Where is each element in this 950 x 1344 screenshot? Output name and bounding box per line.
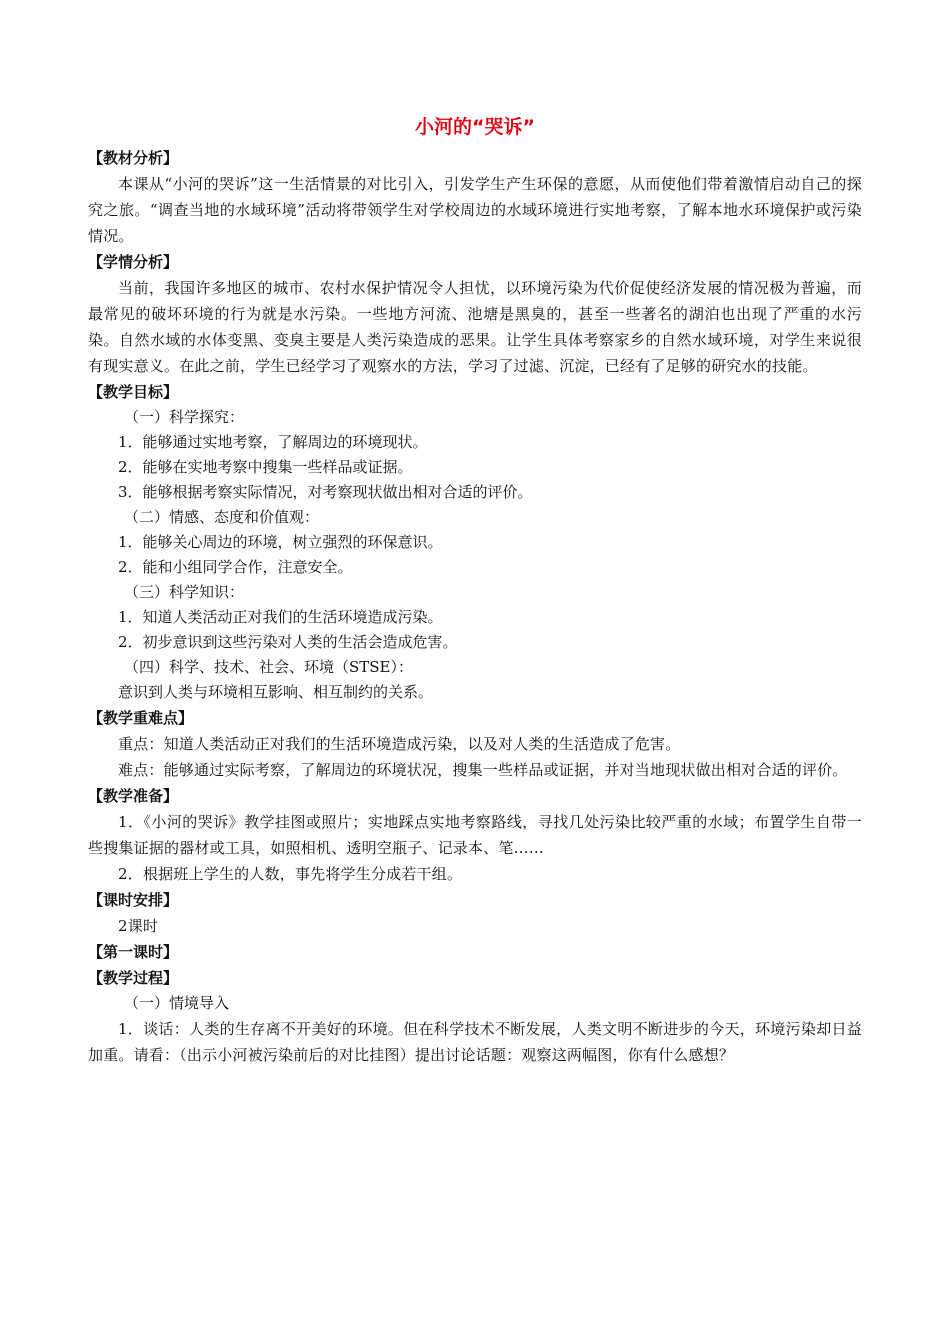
section-heading-lesson-one: 【第一课时】 (88, 943, 179, 961)
section-heading-process: 【教学过程】 (88, 969, 179, 987)
objective-item: 1．知道人类活动正对我们的生活环境造成污染。 (118, 608, 443, 626)
objective-item: 1．能够关心周边的环境，树立强烈的环保意识。 (118, 533, 443, 551)
material-analysis-text: 本课从“小河的哭诉”这一生活情景的对比引入，引发学生产生环保的意愿，从而使他们带着激情启动自己的探究之旅。“调查当地的水域环境”活动将带领学生对学校周边的水域环境进行实地考察，了解本地水环境保护或污染情况。 (88, 175, 862, 245)
student-analysis-text: 当前，我国许多地区的城市、农村水保护情况令人担忧，以环境污染为代价促使经济发展的情况极为普遍，而最常见的破坏环境的行为就是水污染。一些地方河流、池塘是黑臭的，甚至一些著名的湖泊也出现了严重的水污染。自然水域的水体变黑、变臭主要是人类污染造成的恶果。让学生具体考察家乡的自然水域环境，对学生来说很有现实意义。在此之前，学生已经学习了观察水的方法，学习了过滤、沉淀，已经有了足够的研究水的技能。 (88, 279, 862, 375)
objective-item: 3．能够根据考察实际情况，对考察现状做出相对合适的评价。 (118, 483, 533, 501)
section-heading-material-analysis: 【教材分析】 (88, 149, 179, 167)
section-heading-schedule: 【课时安排】 (88, 891, 179, 909)
section-heading-preparation: 【教学准备】 (88, 787, 179, 805)
section-heading-objectives: 【教学目标】 (88, 383, 179, 401)
objective-item: 1．能够通过实地考察，了解周边的环境现状。 (118, 433, 428, 451)
process-item: 1．谈话：人类的生存离不开美好的环境。但在科学技术不断发展，人类文明不断进步的今天，环境污染却日益加重。请看：（出示小河被污染前后的对比挂图）提出讨论话题：观察这两幅图，你有什么感想？ (88, 1020, 862, 1064)
preparation-item: 1．《小河的哭诉》教学挂图或照片；实地踩点实地考察路线，寻找几处污染比较严重的水域；布置学生自带一些搜集证据的器材或工具，如照相机、透明空瓶子、记录本、笔…… (88, 813, 862, 857)
document-title: 小河的“哭诉” (415, 116, 535, 138)
preparation-item: 2．根据班上学生的人数，事先将学生分成若干组。 (118, 865, 463, 883)
section-heading-key-points: 【教学重难点】 (88, 709, 194, 727)
document-body (88, 112, 862, 1068)
objective-group-title: （四）科学、技术、社会、环境（STSE）： (124, 658, 414, 676)
section-heading-student-analysis: 【学情分析】 (88, 253, 179, 271)
objective-group-title: （二）情感、态度和价值观： (124, 508, 320, 526)
objective-item: 意识到人类与环境相互影响、相互制约的关系。 (118, 683, 434, 701)
process-step-title: （一）情境导入 (124, 994, 230, 1012)
objective-item: 2．初步意识到这些污染对人类的生活会造成危害。 (118, 633, 458, 651)
objective-item: 2．能够在实地考察中搜集一些样品或证据。 (118, 458, 413, 476)
objective-group-title: （三）科学知识： (124, 583, 245, 601)
objective-group-title: （一）科学探究： (124, 408, 245, 426)
key-point-text: 重点：知道人类活动正对我们的生活环境造成污染，以及对人类的生活造成了危害。 (118, 735, 681, 753)
difficulty-text: 难点：能够通过实际考察，了解周边的环境状况，搜集一些样品或证据，并对当地现状做出相对合适的评价。 (118, 761, 848, 779)
objective-item: 2．能和小组同学合作，注意安全。 (118, 558, 353, 576)
schedule-text: 2课时 (118, 917, 159, 935)
